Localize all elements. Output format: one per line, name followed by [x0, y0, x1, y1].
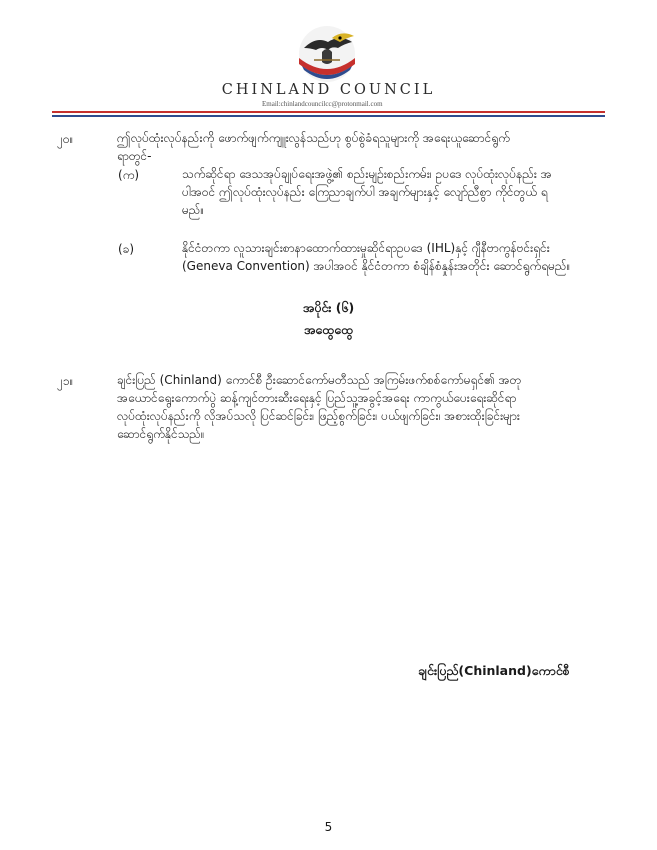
text-line: နိုင်ငံတကာ လူသားချင်းစာနာထောက်ထားမှုဆိုင်ရာဥပဒေ (IHL)နှင့် ဂျီနီဗာကွန်ဗင်းရှင်း	[182, 241, 550, 255]
chinland-council-logo	[288, 18, 366, 86]
text-line: ဆောင်ရွက်နိုင်သည်။	[117, 427, 205, 441]
text-line: ဤလုပ်ထုံးလုပ်နည်းကို ဖောက်ဖျက်ကျူးလွန်သည်ဟု စွပ်စွဲခံရသူများကို အရေးယူဆောင်ရွက်	[117, 131, 510, 145]
item-20-text	[117, 129, 510, 165]
text-line: မည်။	[182, 203, 205, 217]
text-line: (Geneva Convention) အပါအဝင် နိုင်ငံတကာ စံချိန်စံနှုန်းအတိုင်း ဆောင်ရွက်ရမည်။	[182, 259, 571, 273]
org-email: Email:chinlandcouncilcc@protonmail.com	[262, 100, 383, 108]
text-line: ချင်းပြည် (Chinland) ကောင်စီ ဦးဆောင်ကော်မတီသည် အကြမ်းဖက်စစ်ကော်မရှင်၏ အတု	[117, 373, 522, 387]
org-name: CHINLAND COUNCIL	[221, 82, 436, 98]
header-rule-red	[52, 111, 605, 113]
header-rule-blue	[52, 115, 605, 117]
text-line: သက်ဆိုင်ရာ ဒေသအုပ်ချုပ်ရေးအဖွဲ့၏ စည်းမျဉ်းစည်းကမ်း၊ ဥပဒေ လုပ်ထုံးလုပ်နည်း အ	[182, 167, 552, 181]
signature: ချင်းပြည်(Chinland)ကောင်စီ	[418, 663, 570, 678]
part-title: အပိုင်း (၆)	[302, 300, 355, 315]
text-line: အယောင်ရွေးကောက်ပွဲ ဆန့်ကျင်တားဆီးရေးနှင့် ပြည်သူ့အခွင့်အရေး ကာကွယ်ပေးရေးဆိုင်ရာ	[117, 391, 517, 405]
text-line: ရာတွင်-	[117, 149, 152, 163]
item-20-number: ၂၀။	[57, 132, 74, 146]
part-subtitle: အထွေထွေ	[303, 322, 354, 337]
subitem-kha-label: (ခ)	[118, 242, 135, 256]
item-21-number: ၂၁။	[57, 374, 74, 388]
subitem-kha-text	[182, 239, 570, 275]
subitem-ka-label: (က)	[118, 168, 140, 182]
text-line: လုပ်ထုံးလုပ်နည်းကို လိုအပ်သလို ပြင်ဆင်ခြင်း၊ ဖြည့်စွက်ခြင်း၊ ပယ်ဖျက်ခြင်း၊ အစားထိုးခြင်းများ	[117, 409, 520, 423]
page-number: 5	[324, 820, 333, 834]
subitem-ka-text	[182, 165, 552, 219]
logo-emblem-icon	[299, 26, 355, 82]
item-21-text	[117, 371, 521, 443]
text-line: ပါအဝင် ဤလုပ်ထုံးလုပ်နည်း ကြေညာချက်ပါ အချက်များနှင့် လျော်ညီစွာ ကိုင်တွယ် ရ	[182, 185, 548, 199]
